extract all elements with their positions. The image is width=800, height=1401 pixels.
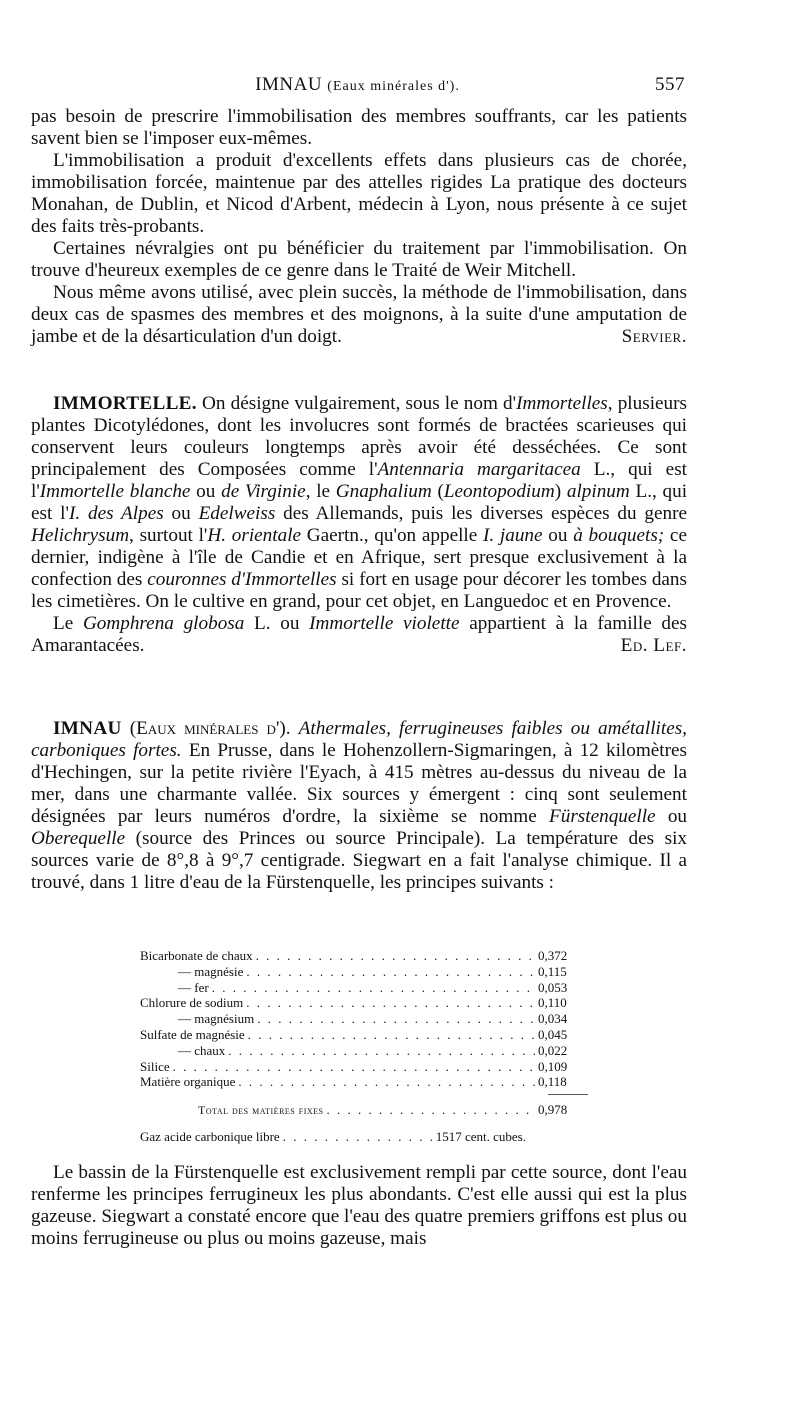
total-value: 0,978 [538,1102,568,1117]
gas-label: Gaz acide carbonique libre [140,1128,280,1144]
paragraph: L'immobilisation a produit d'excellents effets dans plusieurs cas de chorée, immobilisation forcée, maintenue par des attelles rigides La pratique des docteurs Monahan, de Dublin, et Nicod d'Arbent, médecin à Lyon, nous présente à ce sujet des faits très-probants. [31,150,687,237]
italic-run: Gomphrena globosa [82,613,245,634]
row-value: 0,053 [538,979,568,995]
table-row [140,1043,580,1059]
table-row [140,980,580,996]
row-label: Matière organique [140,1074,236,1090]
table-row [140,1074,580,1090]
text-run: , plusieurs plantes Dicotylédones, dont les involucres sont formés de bractées scarieuses qui conservent leurs couleurs longtemps après avoir été desséchées. Ce sont principalement des Composées comme l' [31,393,687,480]
analysis-totals [140,1102,580,1145]
text-run: Gaertn., qu'on appelle [301,525,483,546]
table-row [140,995,580,1011]
page-number: 557 [655,74,685,95]
italic-run: Leontopodium [443,481,555,502]
paragraph-text: Nous même avons utilisé, avec plein succès, la méthode de l'immobilisation, dans deux cas de spasmes des membres et des moignons, à la suite d'une amputation de jambe et de la désarticulation d'un doigt. [31,282,687,347]
row-value: 0,115 [538,963,567,979]
author-signature: Servier. [621,326,687,347]
final-paragraph-block [31,1162,687,1250]
running-title-rest: (Eaux minérales d'). [327,79,460,94]
text-run: , surtout l' [129,525,208,546]
row-value: 0,045 [538,1026,568,1042]
paragraph [31,718,687,894]
table-row [140,1027,580,1043]
text-run: L., qui est l' [31,481,688,524]
table-row [140,948,580,964]
text-run: L., qui est l' [31,459,687,502]
paragraph: pas besoin de prescrire l'immobilisation des membres souffrants, car les patients savent bien se l'imposer eux-mêmes. [31,106,687,149]
sum-rule [548,1094,588,1095]
immortelle-article [31,393,687,657]
row-value: 0,022 [538,1042,568,1058]
table-row [140,1059,580,1075]
text-run: ( [431,481,444,502]
paragraph: Le bassin de la Fürstenquelle est exclusivement rempli par cette source, dont l'eau renferme les principes ferrugineux les plus abondants. C'est elle aussi qui est la plus gazeuse. Siegwart a constaté encore que l'eau des quatre premiers griffons est plus ou moins ferrugineuse ou plus ou moins gazeuse, mais [31,1162,687,1249]
italic-run: H. orientale [207,525,302,546]
italic-run: Gnaphalium [335,481,432,502]
text-run: des Allemands, puis les diverses espèces du genre [275,503,688,524]
running-title-main: IMNAU [255,74,323,95]
text-run: ce dernier, indigène à l'île de Candie et en Afrique, sert presque exclusivement à la confection des [31,525,687,590]
total-row [140,1102,580,1119]
italic-run: I. des Alpes [68,503,164,524]
text-run: On désigne vulgairement, sous le nom d' [196,393,517,414]
text-run: si fort en usage pour décorer les tombes dans les cimetières. On le cultive en grand, pour cet objet, en Languedoc et en Provence. [31,569,687,612]
analysis-table [140,948,580,1090]
headword: IMNAU [53,718,122,739]
row-value: 0,118 [538,1074,567,1090]
text-run: ou [542,525,574,546]
italic-run: Immortelles [516,393,608,414]
text-run: ou [190,481,222,502]
immobilisation-continuation [31,106,687,348]
italic-run: I. jaune [483,525,543,546]
row-value: 0,110 [538,995,567,1011]
table-row [140,964,580,980]
gas-value: 1517 cent. cubes. [435,1128,526,1144]
row-label: — magnésium [178,1011,255,1027]
text-run: ) [554,481,567,502]
running-header [30,70,685,102]
paragraph [31,282,687,348]
italic-run: Immortelle blanche [39,481,191,502]
row-label: — magnésie [178,963,244,979]
italic-run: Fürstenquelle [549,806,656,827]
row-label: Bicarbonate de chaux [140,948,253,963]
row-value: 0,372 [538,948,568,963]
text-run: ou [655,806,688,827]
text-run: Le [53,613,83,634]
italic-run: à bouquets; [573,525,665,546]
total-label: Total des matières fixes [198,1103,324,1117]
row-value: 0,109 [538,1058,568,1074]
text-run: ou [163,503,199,524]
italic-run: Antennaria margaritacea [377,459,581,480]
italic-run: couronnes d'Immortelles [147,569,337,590]
row-value: 0,034 [538,1011,568,1027]
text-run: (source des Princes ou source Principale). La température des six sources varie de 8°,8 à 9°,7 centigrade. Siegwart en a fait l'analyse chimique. Il a trouvé, dans 1 litre d'eau de la Fürstenquelle, les principes suivants : [31,828,687,893]
author-signature: Ed. Lef. [620,635,687,656]
paragraph [31,393,687,613]
italic-run: Immortelle violette [309,613,460,634]
text-run: L. ou [244,613,310,634]
italic-run: Oberequelle [31,828,126,849]
italic-run: alpinum [566,481,630,502]
paragraph [31,613,687,657]
headword: IMMORTELLE. [53,393,197,414]
text-run: En Prusse, dans le Hohenzollern-Sigmaringen, à 12 kilomètres d'Hechingen, sur la petite rivière l'Eyach, à 415 mètres au-dessus du niveau de la mer, dans une charmante vallée. Six sources y émergent : cinq sont seulement désignées par leurs numéros d'ordre, la sixième se nomme [31,740,687,827]
row-label: Sulfate de magnésie [140,1026,245,1042]
text-run: appartient à la famille des Amarantacées. [31,613,687,656]
running-title [30,74,685,96]
italic-run: Athermales, ferrugineuses faibles ou amétallites, carboniques fortes. [31,718,687,761]
text-run: , le [305,481,336,502]
row-label: — chaux [178,1042,226,1058]
headword-qualifier: (Eaux minérales d'). [121,718,299,739]
imnau-article [31,718,687,894]
table-row [140,1011,580,1027]
gas-row [140,1129,580,1145]
row-label: Silice [140,1058,170,1074]
row-label: Chlorure de sodium [140,995,244,1011]
italic-run: de Virginie [221,481,306,502]
italic-run: Edelweiss [198,503,276,524]
italic-run: Helichrysum [31,525,130,546]
row-label: — fer [178,979,209,995]
paragraph: Certaines névralgies ont pu bénéficier du traitement par l'immobilisation. On trouve d'heureux exemples de ce genre dans le Traité de Weir Mitchell. [31,238,687,281]
